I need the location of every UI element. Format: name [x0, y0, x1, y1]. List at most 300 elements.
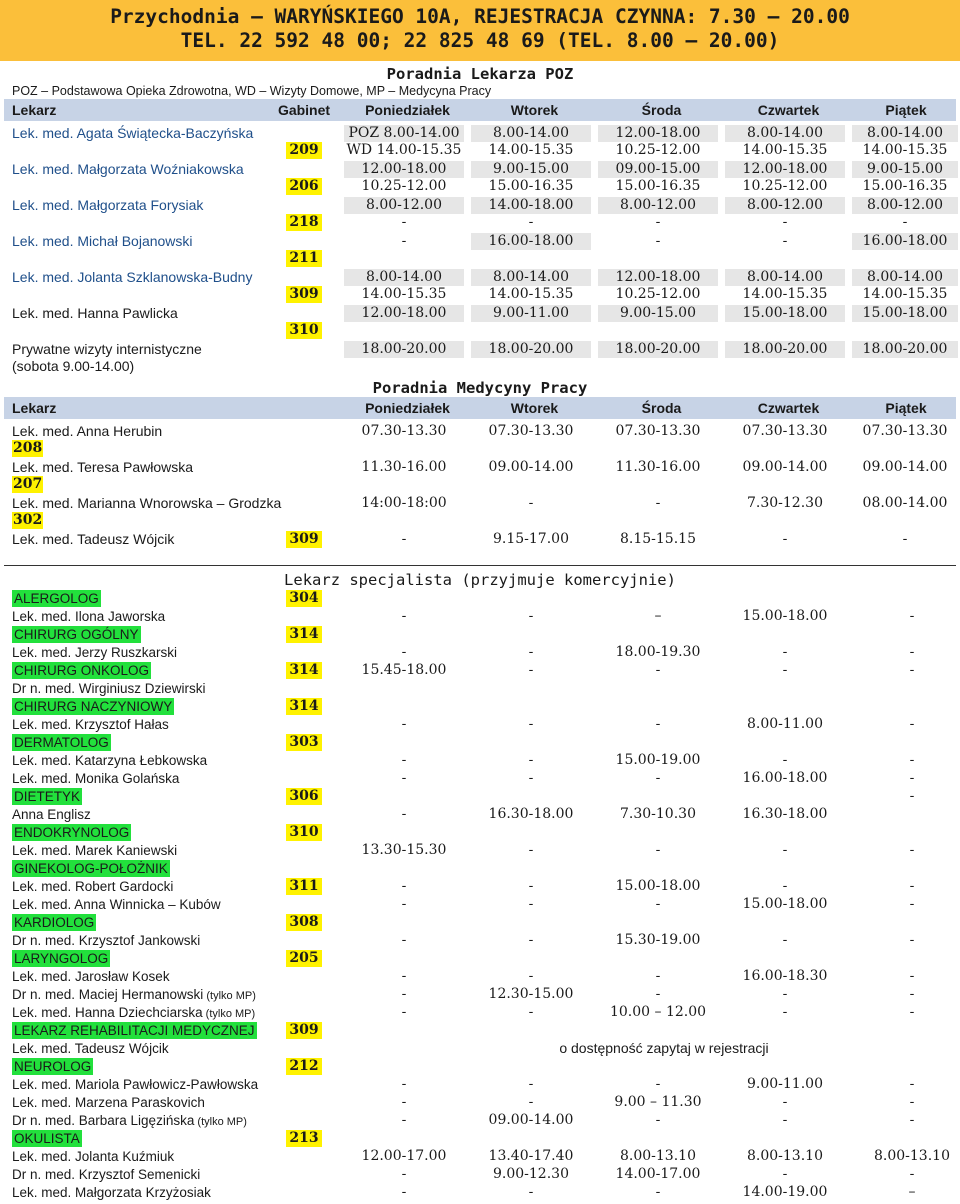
schedule-cell: 16.30-18.00 — [488, 806, 574, 822]
table-row — [4, 123, 956, 159]
schedule-cell: 15.00-18.00 — [615, 878, 701, 894]
doctor-name: Lek. med. Monika Golańska — [12, 771, 180, 786]
list-item — [4, 662, 956, 680]
schedule-cell — [852, 161, 958, 195]
room-number: 209 — [286, 142, 322, 159]
schedule-cell: 18.00-19.30 — [615, 644, 701, 660]
schedule-time — [344, 322, 464, 339]
schedule-cell: - — [655, 770, 661, 786]
schedule-cell: 8.15-15.15 — [620, 531, 696, 547]
schedule-cell: 8.00-13.10 — [874, 1148, 950, 1164]
schedule-time: 14.00-15.35 — [742, 286, 828, 302]
schedule-time: 14.00-15.35 — [862, 286, 948, 302]
schedule-cell: 09.00-14.00 — [488, 1112, 574, 1128]
schedule-cell — [598, 341, 718, 375]
schedule-time: 9.00-15.00 — [471, 161, 591, 178]
schedule-time: 8.00-12.00 — [725, 197, 845, 214]
schedule-cell: 13.30-15.30 — [361, 842, 447, 858]
schedule-cell: - — [782, 662, 788, 678]
mp-title: Poradnia Medycyny Pracy — [372, 379, 588, 397]
schedule-time: 8.00-12.00 — [344, 197, 464, 214]
schedule-cell: 08.00-14.00 — [862, 495, 948, 511]
schedule-cell: - — [655, 716, 661, 732]
schedule-time: 18.00-20.00 — [852, 341, 958, 358]
schedule-time: 8.00-12.00 — [598, 197, 718, 214]
schedule-time: 12.00-18.00 — [344, 161, 464, 178]
schedule-cell: - — [528, 716, 534, 732]
list-item — [4, 1148, 956, 1166]
schedule-time: 10.25-12.00 — [615, 142, 701, 158]
list-item — [4, 752, 956, 770]
schedule-cell: - — [401, 716, 407, 732]
col-fri: Piątek — [885, 102, 927, 118]
schedule-cell: - — [401, 1076, 407, 1092]
list-item — [4, 1040, 956, 1058]
doctor-name: Lek. med. Marianna Wnorowska – Grodzka — [12, 495, 282, 511]
schedule-cell: 12.30-15.00 — [488, 986, 574, 1002]
schedule-cell — [725, 197, 845, 231]
schedule-time: 12.00-18.00 — [344, 305, 464, 322]
col-tue: Wtorek — [510, 400, 559, 416]
schedule-cell: 15.00-18.00 — [742, 608, 828, 624]
schedule-cell: - — [401, 1184, 407, 1200]
schedule-cell: - — [401, 896, 407, 912]
list-item — [4, 860, 956, 878]
doctor-name: Lek. med. Jolanta Kuźmiuk — [12, 1149, 175, 1164]
table-row — [4, 231, 956, 267]
schedule-cell — [344, 305, 464, 339]
schedule-cell — [725, 125, 845, 159]
schedule-cell: - — [909, 1076, 915, 1092]
list-item — [4, 1076, 956, 1094]
schedule-cell — [852, 197, 958, 231]
schedule-cell: - — [528, 752, 534, 768]
schedule-time — [598, 322, 718, 339]
schedule-time: 8.00-14.00 — [471, 269, 591, 286]
doctor-name: Lek. med. Hanna Dziechciarska (tylko MP) — [12, 1005, 256, 1020]
poz-header-row — [4, 99, 956, 121]
mp-table — [0, 421, 960, 553]
doctor-name: Lek. med. Katarzyna Łebkowska — [12, 753, 208, 768]
list-item — [4, 590, 956, 608]
schedule-cell — [344, 161, 464, 195]
room-number: 218 — [286, 214, 322, 231]
schedule-time: 12.00-18.00 — [725, 161, 845, 178]
doctor-name: Lek. med. Małgorzata Forysiak — [12, 197, 204, 213]
schedule-cell: - — [655, 986, 661, 1002]
schedule-time: 18.00-20.00 — [598, 341, 718, 358]
poz-table — [0, 123, 960, 375]
schedule-cell: 11.30-16.00 — [361, 459, 447, 475]
schedule-time: 10.25-12.00 — [361, 178, 447, 194]
schedule-cell: - — [782, 1094, 788, 1110]
doctor-name: Dr n. med. Barbara Ligęzińska (tylko MP) — [12, 1113, 247, 1128]
schedule-cell — [725, 161, 845, 195]
doctor-note: (tylko MP) — [203, 990, 256, 1002]
room-number: 211 — [286, 250, 322, 267]
table-row — [4, 457, 956, 493]
schedule-cell: - — [655, 842, 661, 858]
doctor-name: Dr n. med. Krzysztof Jankowski — [12, 933, 201, 948]
schedule-cell: 15.00-19.00 — [615, 752, 701, 768]
schedule-cell: - — [655, 968, 661, 984]
specialty-label: ALERGOLOG — [14, 591, 99, 606]
list-item — [4, 734, 956, 752]
doctor-name: Lek. med. Anna Winnicka – Kubów — [12, 897, 221, 912]
schedule-time — [852, 250, 958, 267]
room-number: 212 — [286, 1058, 322, 1075]
table-row — [4, 421, 956, 457]
schedule-time: - — [902, 214, 908, 230]
schedule-cell: 14.00-19.00 — [742, 1184, 828, 1200]
list-item — [4, 950, 956, 968]
schedule-time: - — [401, 214, 407, 230]
schedule-cell: 8.00-13.10 — [620, 1148, 696, 1164]
room-number: 302 — [13, 512, 43, 528]
doctor-name: Dr n. med. Wirginiusz Dziewirski — [12, 681, 206, 696]
list-item — [4, 914, 956, 932]
col-lekarz: Lekarz — [12, 102, 57, 118]
table-row — [4, 339, 956, 375]
specialty-label: LARYNGOLOG — [14, 951, 109, 966]
schedule-time: 14.00-15.35 — [742, 142, 828, 158]
schedule-time: 10.25-12.00 — [615, 286, 701, 302]
section-divider — [4, 565, 956, 566]
schedule-cell: 07.30-13.30 — [615, 423, 701, 439]
list-item — [4, 1130, 956, 1148]
doctor-name: Lek. med. Agata Świątecka-Baczyńska — [12, 125, 254, 141]
table-row — [4, 159, 956, 195]
schedule-time: 18.00-20.00 — [471, 341, 591, 358]
mp-header-row — [4, 397, 956, 419]
col-mon: Poniedziałek — [365, 400, 450, 416]
doctor-name: Lek. med. Jarosław Kosek — [12, 969, 170, 984]
schedule-cell: 9.00-11.00 — [747, 1076, 823, 1092]
list-item — [4, 1184, 956, 1202]
schedule-time: 8.00-14.00 — [852, 125, 958, 142]
schedule-cell: - — [782, 1004, 788, 1020]
schedule-cell: - — [528, 1076, 534, 1092]
schedule-cell — [471, 341, 591, 375]
schedule-cell: 07.30-13.30 — [862, 423, 948, 439]
schedule-cell: 15.30-19.00 — [615, 932, 701, 948]
room-number: 309 — [286, 531, 322, 548]
schedule-cell: 9.00 – 11.30 — [614, 1094, 702, 1110]
spec-title: Lekarz specjalista (przyjmuje komercyjnie) — [284, 571, 676, 589]
schedule-time: 8.00-14.00 — [725, 125, 845, 142]
schedule-cell: 12.00-17.00 — [361, 1148, 447, 1164]
specialty-label: CHIRURG OGÓLNY — [14, 627, 139, 642]
schedule-cell: 7.30-12.30 — [747, 495, 823, 511]
schedule-time — [725, 250, 845, 267]
schedule-cell — [598, 233, 718, 267]
list-item — [4, 932, 956, 950]
schedule-cell: - — [909, 1094, 915, 1110]
schedule-cell: - — [655, 1112, 661, 1128]
table-row — [4, 195, 956, 231]
schedule-cell — [852, 305, 958, 339]
schedule-cell: 8.00-11.00 — [747, 716, 823, 732]
schedule-cell: - — [909, 986, 915, 1002]
room-number: 303 — [286, 734, 322, 751]
list-item — [4, 986, 956, 1004]
schedule-cell: – — [908, 1184, 916, 1200]
schedule-cell — [344, 269, 464, 303]
schedule-cell: 9.00-12.30 — [493, 1166, 569, 1182]
specialty-label: CHIRURG NACZYNIOWY — [14, 699, 173, 714]
availability-note: o dostępność zapytaj w rejestracji — [559, 1040, 769, 1056]
list-item — [4, 878, 956, 896]
schedule-time: 09.00-15.00 — [598, 161, 718, 178]
schedule-cell: - — [782, 752, 788, 768]
room-number: 311 — [286, 878, 322, 895]
schedule-cell: - — [782, 932, 788, 948]
schedule-cell: 13.40-17.40 — [488, 1148, 574, 1164]
schedule-time: 15.00-16.35 — [488, 178, 574, 194]
schedule-cell: - — [782, 842, 788, 858]
schedule-cell: - — [909, 1112, 915, 1128]
schedule-cell: - — [782, 1166, 788, 1182]
schedule-cell: - — [655, 662, 661, 678]
schedule-time — [471, 322, 591, 339]
schedule-cell: - — [909, 896, 915, 912]
schedule-cell: 16.00-18.30 — [742, 968, 828, 984]
doctor-note: (tylko MP) — [202, 1008, 256, 1020]
table-row — [4, 529, 956, 553]
poz-title: Poradnia Lekarza POZ — [386, 65, 574, 83]
specialty-label: KARDIOLOG — [14, 915, 95, 930]
schedule-time: 9.00-11.00 — [471, 305, 591, 322]
schedule-time: 18.00-20.00 — [725, 341, 845, 358]
schedule-cell: - — [401, 806, 407, 822]
col-lekarz: Lekarz — [12, 400, 57, 416]
schedule-time: 10.25-12.00 — [742, 178, 828, 194]
schedule-cell: 11.30-16.00 — [615, 459, 701, 475]
schedule-cell — [471, 305, 591, 339]
schedule-cell: 9.15-17.00 — [493, 531, 569, 547]
schedule-cell: - — [782, 531, 788, 547]
schedule-cell — [598, 305, 718, 339]
list-item — [4, 626, 956, 644]
room-number: 314 — [286, 626, 322, 643]
schedule-time: 14.00-15.35 — [488, 286, 574, 302]
schedule-cell: 07.30-13.30 — [742, 423, 828, 439]
room-number: 308 — [286, 914, 322, 931]
schedule-cell: - — [401, 770, 407, 786]
list-item — [4, 698, 956, 716]
list-item — [4, 716, 956, 734]
schedule-cell: - — [401, 752, 407, 768]
schedule-time: 12.00-18.00 — [598, 269, 718, 286]
list-item — [4, 1166, 956, 1184]
schedule-cell: - — [401, 1004, 407, 1020]
room-number: 306 — [286, 788, 322, 805]
schedule-cell — [344, 233, 464, 267]
list-item — [4, 1112, 956, 1130]
list-item — [4, 1004, 956, 1022]
doctor-name: Lek. med. Anna Herubin — [12, 423, 163, 439]
schedule-cell: - — [401, 1094, 407, 1110]
schedule-cell: - — [655, 896, 661, 912]
doctor-name: Anna Englisz — [12, 807, 91, 822]
poz-subtitle: POZ – Podstawowa Opieka Zdrowotna, WD – Wizyty Domowe, MP – Medycyna Pracy — [12, 84, 492, 98]
doctor-name: Lek. med. Tadeusz Wójcik — [12, 531, 175, 547]
schedule-time: - — [401, 233, 407, 249]
schedule-cell: - — [528, 495, 534, 511]
schedule-cell — [471, 269, 591, 303]
list-item — [4, 1058, 956, 1076]
room-number: 309 — [286, 286, 322, 303]
table-row — [4, 303, 956, 339]
room-number: 310 — [286, 322, 322, 339]
specialty-label: DERMATOLOG — [14, 735, 109, 750]
room-number: 314 — [286, 662, 322, 679]
list-item — [4, 896, 956, 914]
doctor-name: Lek. med. Marzena Paraskovich — [12, 1095, 205, 1110]
schedule-cell: - — [528, 1004, 534, 1020]
list-item — [4, 968, 956, 986]
doctor-name: Dr n. med. Krzysztof Semenicki — [12, 1167, 201, 1182]
schedule-cell: - — [909, 968, 915, 984]
schedule-time: 14.00-15.35 — [862, 142, 948, 158]
schedule-cell: - — [528, 842, 534, 858]
room-number: 213 — [286, 1130, 322, 1147]
col-wed: Środa — [641, 102, 682, 118]
specialty-label: LEKARZ REHABILITACJI MEDYCZNEJ — [14, 1023, 255, 1038]
schedule-cell: - — [401, 968, 407, 984]
schedule-cell: - — [909, 716, 915, 732]
schedule-cell: - — [401, 531, 407, 547]
schedule-time — [344, 250, 464, 267]
specialty-label: DIETETYK — [14, 789, 81, 804]
schedule-cell — [852, 269, 958, 303]
schedule-cell: - — [909, 842, 915, 858]
schedule-cell — [598, 125, 718, 159]
schedule-time — [725, 358, 845, 375]
schedule-cell: - — [528, 644, 534, 660]
room-number: 208 — [13, 440, 43, 456]
schedule-cell — [725, 341, 845, 375]
list-item — [4, 842, 956, 860]
list-item — [4, 1022, 956, 1040]
schedule-time: 8.00-14.00 — [852, 269, 958, 286]
schedule-cell: 16.00-18.00 — [742, 770, 828, 786]
specialty-label: OKULISTA — [14, 1131, 80, 1146]
col-wed: Środa — [641, 400, 682, 416]
schedule-cell: - — [655, 1184, 661, 1200]
schedule-cell: 14:00-18:00 — [361, 495, 447, 511]
banner-line-2: TEL. 22 592 48 00; 22 825 48 69 (TEL. 8.00 – 20.00) — [180, 29, 780, 52]
room-number: 314 — [286, 698, 322, 715]
schedule-time: - — [655, 214, 661, 230]
schedule-cell: - — [401, 608, 407, 624]
schedule-cell: 09.00-14.00 — [488, 459, 574, 475]
room-number: 310 — [286, 824, 322, 841]
schedule-cell: - — [909, 878, 915, 894]
schedule-time: 15.00-16.35 — [862, 178, 948, 194]
schedule-cell: - — [655, 495, 661, 511]
doctor-note: (tylko MP) — [194, 1116, 247, 1128]
schedule-cell: - — [909, 1004, 915, 1020]
doctor-name: Prywatne wizyty internistyczne (sobota 9.00-14.00) — [12, 341, 202, 374]
schedule-time: 15.00-18.00 — [725, 305, 845, 322]
col-fri: Piątek — [885, 400, 927, 416]
schedule-cell — [852, 341, 958, 375]
schedule-cell: 14.00-17.00 — [615, 1166, 701, 1182]
doctor-name: Lek. med. Hanna Pawlicka — [12, 305, 178, 321]
list-item — [4, 680, 956, 698]
specialty-label: NEUROLOG — [14, 1059, 92, 1074]
schedule-cell: - — [782, 1112, 788, 1128]
schedule-cell: - — [401, 644, 407, 660]
schedule-time: 16.00-18.00 — [852, 233, 958, 250]
schedule-cell: - — [528, 968, 534, 984]
schedule-cell: - — [401, 878, 407, 894]
schedule-cell: - — [528, 770, 534, 786]
schedule-cell: - — [909, 752, 915, 768]
room-number: 304 — [286, 590, 322, 607]
schedule-time: 8.00-14.00 — [344, 269, 464, 286]
doctor-name: Lek. med. Małgorzata Woźniakowska — [12, 161, 244, 177]
doctor-name: Lek. med. Małgorzata Krzyżosiak — [12, 1185, 211, 1200]
schedule-time — [725, 322, 845, 339]
schedule-time: 16.00-18.00 — [471, 233, 591, 250]
schedule-cell — [725, 233, 845, 267]
schedule-cell: - — [528, 878, 534, 894]
schedule-time: 15.00-18.00 — [852, 305, 958, 322]
schedule-cell: - — [909, 770, 915, 786]
list-item — [4, 824, 956, 842]
list-item — [4, 644, 956, 662]
schedule-cell: - — [782, 644, 788, 660]
schedule-cell: - — [909, 608, 915, 624]
schedule-cell: - — [909, 644, 915, 660]
specialty-label: ENDOKRYNOLOG — [14, 825, 130, 840]
schedule-time: 8.00-14.00 — [471, 125, 591, 142]
schedule-cell — [598, 161, 718, 195]
schedule-time: 14.00-15.35 — [361, 286, 447, 302]
list-item — [4, 1094, 956, 1112]
schedule-cell — [471, 161, 591, 195]
schedule-cell — [344, 341, 464, 375]
col-thu: Czwartek — [757, 400, 820, 416]
schedule-time: 14.00-15.35 — [488, 142, 574, 158]
schedule-time: 15.00-16.35 — [615, 178, 701, 194]
schedule-cell — [344, 125, 464, 159]
schedule-cell: – — [654, 608, 662, 624]
list-item — [4, 608, 956, 626]
schedule-time: 9.00-15.00 — [852, 161, 958, 178]
schedule-cell — [725, 269, 845, 303]
schedule-cell: 09.00-14.00 — [742, 459, 828, 475]
schedule-cell: 09.00-14.00 — [862, 459, 948, 475]
schedule-time: - — [528, 214, 534, 230]
schedule-time — [852, 322, 958, 339]
spec-table — [0, 590, 960, 1202]
table-row — [4, 267, 956, 303]
col-tue: Wtorek — [510, 102, 559, 118]
room-number: 205 — [286, 950, 322, 967]
schedule-cell: 8.00-13.10 — [747, 1148, 823, 1164]
doctor-name: Dr n. med. Maciej Hermanowski (tylko MP) — [12, 987, 256, 1002]
schedule-cell: - — [401, 1166, 407, 1182]
col-thu: Czwartek — [757, 102, 820, 118]
schedule-cell: 07.30-13.30 — [361, 423, 447, 439]
schedule-cell: - — [782, 878, 788, 894]
doctor-name: Lek. med. Krzysztof Hałas — [12, 717, 169, 732]
schedule-time — [598, 358, 718, 375]
schedule-time: 9.00-15.00 — [598, 305, 718, 322]
